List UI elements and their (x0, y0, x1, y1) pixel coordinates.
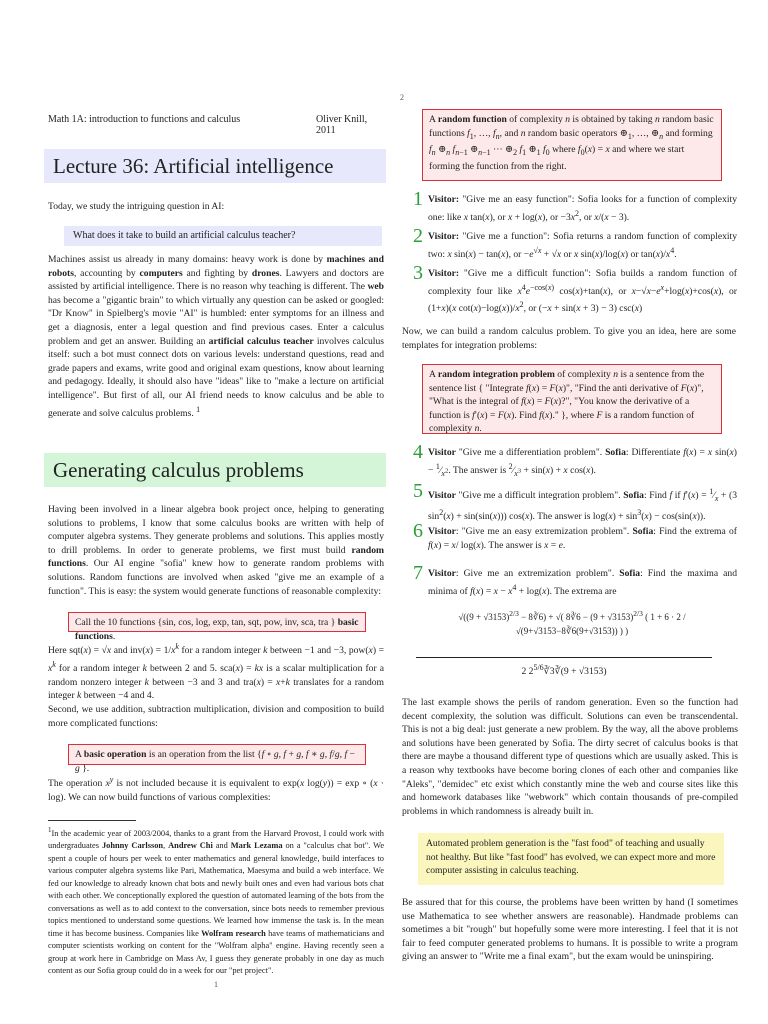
example-item: Visitor: Give me an extremization problem". Sofia: Find the maxima and minima of $f(x) = x - x^4 + \log(x)$. The extrema are (428, 568, 737, 597)
example-item: Visitor: "Give me an easy extremization problem". Sofia: Find the extrema of f(x) = x/ log(x). The answer is x = e. (428, 526, 737, 551)
example-number: 7 (413, 562, 423, 584)
footnote-rule (48, 820, 136, 821)
definition-random-function: A random function of complexity n is obtained by taking n random basic functions $f_1$, …, $f_n$, and n random basic operators $\oplus_1$, …, $\oplus_n$ and forming $f_n$ $\oplus_n$ $f_{n-1}$ $\oplus_{n-1}$ ··· $\oplus_2$ $f_1$ $\oplus_1$ $f_0$ where $f_0(x) = x$ and where we start forming the function from the right. (422, 109, 722, 181)
paragraph-function-defs: Here sqt(x) = √x and $inv(x) = 1/x^k$ for a random integer k between −1 and −3, $pow(x) = x^k$ for a random integer k between 2 and 5. sca(x) = kx is a scalar multiplication for a random nonzero integer k between −3 and 3 and tra(x) = x+k translates for a random integer k between −4 and 4. (48, 642, 385, 702)
paragraph-generating: Having been involved in a linear algebra book project once, helping to generating solutions to problems, I know that some calculus books are written with help of computer algebra systems. They generate problems and solutions. This applies mostly to drill problems. In order to generate problems, we first must build random functions. Our AI engine "sofia" knew how to generate random problems with solutions. Random functions are involved when asked "give me an example of a function". This is easy: the system would generate functions of reasonable complexity: (48, 504, 384, 597)
example-number: 5 (413, 480, 423, 502)
definition-basic-operation: A basic operation is an operation from the list {f ∘ g, f + g, f ∗ g, f/g, f − g }. (68, 744, 366, 765)
example-item: Visitor "Give me a differentiation problem". Sofia: Differentiate f(x) = x $\sin(x) - ^1⁄_{x^2}$. The answer is $^2⁄_{x^3} + \sin(x) + x$ cos(x). (428, 447, 737, 478)
intro-text: Today, we study the intriguing question in AI: (48, 201, 225, 212)
example-item: Visitor: "Give me an easy function": Sofia looks for a function of complexity one: like x tan(x), or x + log(x), or $-3x^2$, or x/(x − 3). (428, 194, 737, 223)
page-number: 1 (214, 980, 218, 989)
example-number: 4 (413, 441, 423, 463)
paragraph-operations: Second, we use addition, subtraction multiplication, division and composition to build more complicated functions: (48, 704, 384, 729)
example-number: 3 (413, 262, 423, 284)
example-number: 2 (413, 225, 423, 247)
lecture-title: Lecture 36: Artificial intelligence (44, 149, 386, 183)
paragraph-handmade: Be assured that for this course, the problems have been written by hand (I sometimes use Mathematica to see whether answers are reasonable). Handmade problems can sometimes a bit "rough" but hopefully some were more interesting. I feel that it is not fair to feed computer generated problems to humans. It is possible to write a program giving an answer to "Write me a final exam", but the exam would be uninspiring. (402, 897, 738, 963)
header-course: Math 1A: introduction to functions and calculus (48, 114, 241, 125)
paragraph-complexity: The operation $x^y$ is not included because it is equivalent to exp(x log(y)) = exp ∘ (x · log). We can now build functions of various complexities: (48, 775, 384, 803)
example-item: Visitor: "Give me a function": Sofia returns a random function of complexity two: x sin(x) − tan(x), or $-e^{√x} + √x$ or x sin(x)/log(x) or $\tan(x)/x^4$. (428, 231, 737, 260)
paragraph-ai: Machines assist us already in many domains: heavy work is done by machines and robots, accounting by computers and fighting by drones. Lawyers and doctors are assisted by artificial intelligence. There is no reason why teaching is different. The web has become a "gigantic brain" to which virtually any question can be asked or googled: "Dr Know" in Spielberg's movie "AI" is humbled: enter symptoms for an illness and get a diagnosis, enter a legal question and find previous cases. Enter a calculus problem and get an answer. Building an artificial calculus teacher involves calculus itself: such a bot must connect dots on various levels: understand questions, read and grade papers and exams, write good and original exam questions, know about learning and pedagogy. Ideally, it should also have "ideas" like to "make a lecture on artificial intelligence". But first of all, our AI friend needs to know calculus and be able to generate and solve calculus problems. $^1$ (48, 254, 385, 419)
extrema-formula (414, 601, 730, 681)
header-author: Oliver Knill, 2011 (316, 114, 368, 136)
paragraph-templates: Now, we can build a random calculus problem. To give you an idea, here are some templates for integration problems: (402, 326, 736, 351)
example-number: 6 (413, 520, 423, 542)
formula-numerator: $√((9 + √3153)^{2/3}$ − 8∛6) + √( 8∛6 − $(9 + √3153)^{2/3}$ ( 1 + 6 · 2 / √(9+√3153−8∛6(9+√3153)) ) ) (458, 609, 686, 636)
example-item: Visitor: "Give me a difficult function": Sofia builds a random function of complexity four like $x^4e^{-cos(x)}$ cos(x)+tan(x), or $x-√x-e^x+\log(x)+\cos(x)$, or (1+x)(x $\cot(x)-\log(x))/x^2$, or (−x + sin(x + 3) − 3) csc(x) (428, 268, 737, 315)
example-item: Visitor "Give me a difficult integration problem". Sofia: Find f if $f'(x) = ^1⁄_x + (3$ $\sin^2(x) + \sin(\sin(x))$) cos(x). The answer is $\log(x) + \sin^3(x) - \cos(\sin(x))$. (428, 487, 737, 522)
highlight-fast-food: Automated problem generation is the "fast food" of teaching and usually not healthy. But like "fast food" has evolved, we can expect more and more computer assisting in calculus teaching. (418, 833, 724, 885)
paragraph-perils: The last example shows the perils of random generation. Even so the function had decent complexity, the solution was difficult. Solutions can even be transcendental. This is not a big deal: just generate a new problem. By the way, all the above problems and solutions have been generated by Sofia. The dirty secret of calculus books is that there are maybe a thousand different type of questions which are usually asked. This is a reason why textbooks have become boring clones of each other and companies like "Aleks", "demidec" etc exist which constantly mine the web and course sites like this and homework databases like "webwork" which contain thousands of pre-compiled problems in which randomness is already built in. (402, 697, 738, 817)
footnote: $^1$In the academic year of 2003/2004, thanks to a grant from the Harvard Provost, I could work with undergraduates Johnny Carlsson, Andrew Chi and Mark Lezama on a "calculus chat bot". We spent a couple of hours per week to enter mathematics and general knowledge, build interfaces to various computer algebra systems like Pari, Mathematica, Maesyma and build a web interface. We fed our knowledge to already known chat bots and newly built ones and even had various bots chat with each other. We conceptionally explored the question of automated learning of the bots from the conversations as well as to add context to the conversation, since bots needs to remember previous topics mentioned to understand some questions. We learned how immense the task is. In the mean time it has become business. Companies like Wolfram research have teams of mathematicians and computer scientists working on content for the "Wolfram alpha" engine. Having recently seen a group at work here in Cambridge on Mass Av, I guess they generate probably in one day as much content as our Sofia group could do in a week for our "pet project". (48, 826, 385, 976)
key-question: What does it take to build an artificial calculus teacher? (64, 226, 382, 246)
page-number: 2 (400, 93, 404, 102)
definition-random-integration: A random integration problem of complexity n is a sentence from the sentence list { "Integrate f(x) = F(x)", "Find the anti derivative of F(x)", "What is the integral of f(x) = F(x)?", "You know the derivative of a function is f′(x) = F(x). Find f(x)." }, where F is a random function of complexity n. (422, 364, 722, 434)
definition-basic-functions: Call the 10 functions {sin, cos, log, exp, tan, sqt, pow, inv, sca, tra } basic functions. (68, 612, 366, 632)
formula-denominator: 2 $2^{5/6}∛3∛(9 + √3153)$ (521, 663, 607, 678)
section-title: Generating calculus problems (44, 453, 386, 487)
fraction-bar (416, 657, 712, 658)
example-number: 1 (413, 188, 423, 210)
